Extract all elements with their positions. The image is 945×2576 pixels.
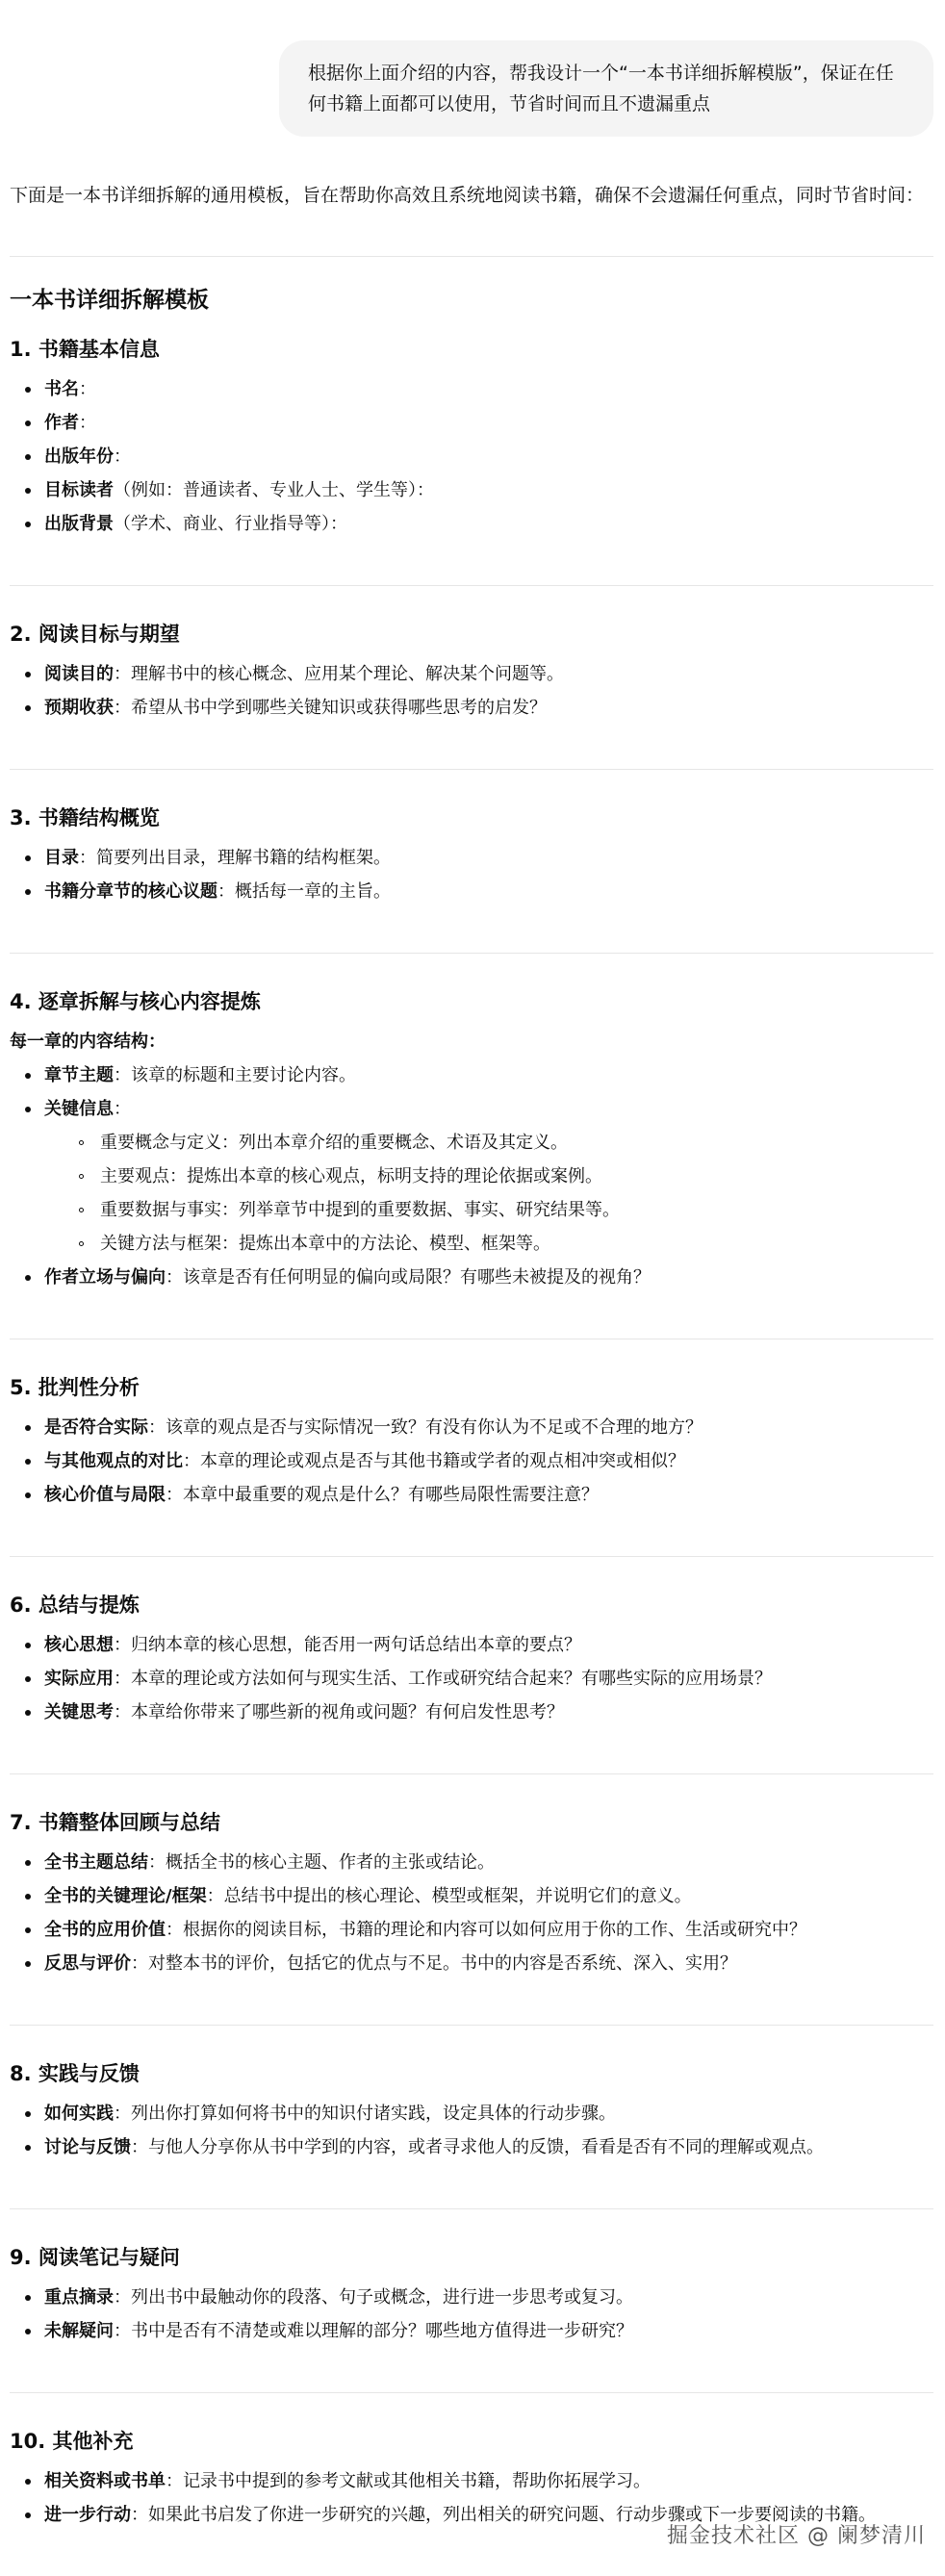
section-subheading: 每一章的内容结构： [10, 1032, 166, 1052]
list-item [10, 875, 933, 908]
item-value: ： [79, 379, 96, 399]
list-item [10, 2314, 933, 2348]
item-value: ：与他人分享你从书中学到的内容，或者寻求他人的反馈，看看是否有不同的理解或观点。 [131, 2137, 824, 2157]
item-key: 全书的应用价值 [44, 1920, 166, 1940]
list-item [10, 691, 933, 725]
item-value: ：理解书中的核心概念、应用某个理论、解决某个问题等。 [114, 664, 564, 684]
list-item [10, 1261, 933, 1294]
item-key: 如何实践 [44, 2104, 114, 2124]
item-value: ：简要列出目录，理解书籍的结构框架。 [79, 848, 391, 868]
item-key: 重点摘录 [44, 2287, 114, 2308]
item-value: ：概括全书的核心主题、作者的主张或结论。 [148, 1852, 495, 1873]
list-item [10, 2130, 933, 2164]
divider [10, 1556, 933, 1557]
list-item [10, 1879, 933, 1913]
list-item [10, 406, 933, 440]
section-title: 6. 总结与提炼 [10, 1594, 140, 1617]
section-title: 9. 阅读笔记与疑问 [10, 2246, 180, 2269]
section-5 [10, 1372, 933, 1512]
item-value: ：列出你打算如何将书中的知识付诸实践，设定具体的行动步骤。 [114, 2104, 616, 2124]
list-item [10, 1444, 933, 1478]
item-key: 章节主题 [44, 1065, 114, 1085]
item-key: 进一步行动 [44, 2505, 131, 2525]
item-value: ： [114, 446, 131, 467]
section-title: 2. 阅读目标与期望 [10, 623, 180, 646]
watermark: 掘金技术社区 @ 阑梦清川 [667, 2524, 926, 2548]
item-value: ：书中是否有不清楚或难以理解的部分？哪些地方值得进一步研究？ [114, 2321, 633, 2341]
divider [10, 585, 933, 586]
item-key: 作者立场与偏向 [44, 1267, 166, 1288]
section-9 [10, 2242, 933, 2348]
list-item [10, 841, 933, 875]
item-value: ：希望从书中学到哪些关键知识或获得哪些思考的启发？ [114, 698, 547, 718]
item-key: 相关资料或书单 [44, 2471, 166, 2491]
list-item [10, 2097, 933, 2130]
divider [10, 1773, 933, 1774]
divider [10, 256, 933, 257]
sub-list-item: 重要数据与事实：列举章节中提到的重要数据、事实、研究结果等。 [60, 1193, 933, 1227]
sub-list-item: 关键方法与框架：提炼出本章中的方法论、模型、框架等。 [60, 1227, 933, 1261]
item-key: 与其他观点的对比 [44, 1451, 183, 1471]
list-item [10, 657, 933, 691]
divider [10, 769, 933, 770]
section-7 [10, 1807, 933, 1980]
item-key: 阅读目的 [44, 664, 114, 684]
sections-container [10, 334, 933, 2532]
section-1 [10, 334, 933, 541]
item-key: 讨论与反馈 [44, 2137, 131, 2157]
list-item [10, 1662, 933, 1696]
list-item [10, 1846, 933, 1879]
item-value: ：本章的理论或观点是否与其他书籍或学者的观点相冲突或相似？ [183, 1451, 685, 1471]
item-key: 全书主题总结 [44, 1852, 148, 1873]
item-value: ：本章给你带来了哪些新的视角或问题？有何启发性思考？ [114, 1702, 564, 1722]
divider [10, 953, 933, 954]
section-2 [10, 619, 933, 725]
item-key: 出版背景 [44, 514, 114, 534]
item-value: ：该章的标题和主要讨论内容。 [114, 1065, 356, 1085]
list-item [10, 1628, 933, 1662]
section-8 [10, 2058, 933, 2164]
list-item [10, 1947, 933, 1980]
item-value: ：本章的理论或方法如何与现实生活、工作或研究结合起来？有哪些实际的应用场景？ [114, 1669, 772, 1689]
section-title: 8. 实践与反馈 [10, 2062, 140, 2085]
reply-intro: 下面是一本书详细拆解的通用模板，旨在帮助你高效且系统地阅读书籍，确保不会遗漏任何重点，同时节省时间： [10, 185, 925, 206]
section-6 [10, 1590, 933, 1729]
assistant-reply [10, 179, 933, 2532]
item-key: 目录 [44, 848, 79, 868]
item-key: 书籍分章节的核心议题 [44, 881, 217, 902]
item-value: ：该章的观点是否与实际情况一致？有没有你认为不足或不合理的地方？ [148, 1417, 702, 1438]
list-item [10, 1913, 933, 1947]
list-item [10, 2281, 933, 2314]
template-title: 一本书详细拆解模板 [10, 288, 209, 313]
item-value: ：对整本书的评价，包括它的优点与不足。书中的内容是否系统、深入、实用？ [131, 1953, 737, 1974]
section-title: 3. 书籍结构概览 [10, 806, 160, 829]
item-key: 核心思想 [44, 1635, 114, 1655]
section-title: 7. 书籍整体回顾与总结 [10, 1811, 220, 1834]
item-key: 出版年份 [44, 446, 114, 467]
list-item [10, 507, 933, 541]
user-message-bubble [279, 40, 933, 137]
item-value: ：记录书中提到的参考文献或其他相关书籍，帮助你拓展学习。 [166, 2471, 651, 2491]
divider [10, 2208, 933, 2209]
divider [10, 2025, 933, 2026]
section-4 [10, 986, 933, 1294]
item-key: 未解疑问 [44, 2321, 114, 2341]
section-3 [10, 803, 933, 908]
item-key: 是否符合实际 [44, 1417, 148, 1438]
item-value: （学术、商业、行业指导等）： [114, 514, 347, 534]
item-key: 反思与评价 [44, 1953, 131, 1974]
section-10 [10, 2426, 933, 2532]
list-item [10, 1478, 933, 1512]
list-item [10, 1696, 933, 1729]
item-value: ：列出书中最触动你的段落、句子或概念，进行进一步思考或复习。 [114, 2287, 633, 2308]
item-value: ： [79, 413, 96, 433]
section-title: 5. 批判性分析 [10, 1376, 140, 1399]
item-value: ： [114, 1099, 131, 1119]
item-value: ：根据你的阅读目标，书籍的理论和内容可以如何应用于你的工作、生活或研究中？ [166, 1920, 806, 1940]
list-item [10, 1411, 933, 1444]
list-item [10, 2464, 933, 2498]
user-message-text: 根据你上面介绍的内容，帮我设计一个“一本书详细拆解模版”，保证在任何书籍上面都可以使用，节省时间而且不遗漏重点 [308, 63, 894, 115]
item-value: ：概括每一章的主旨。 [217, 881, 391, 902]
item-key: 关键信息 [44, 1099, 114, 1119]
list-item [10, 440, 933, 473]
divider [10, 2392, 933, 2393]
list-item [10, 1092, 933, 1126]
item-key: 目标读者 [44, 480, 114, 500]
item-key: 关键思考 [44, 1702, 114, 1722]
item-key: 实际应用 [44, 1669, 114, 1689]
item-value: ：如果此书启发了你进一步研究的兴趣，列出相关的研究问题、行动步骤或下一步要阅读的书籍。 [131, 2505, 876, 2525]
item-key: 作者 [44, 413, 79, 433]
item-key: 书名 [44, 379, 79, 399]
item-value: ：该章是否有任何明显的偏向或局限？有哪些未被提及的视角？ [166, 1267, 651, 1288]
item-value: ：归纳本章的核心思想，能否用一两句话总结出本章的要点？ [114, 1635, 581, 1655]
list-item [10, 473, 933, 507]
item-key: 预期收获 [44, 698, 114, 718]
sub-list-item: 主要观点：提炼出本章的核心观点，标明支持的理论依据或案例。 [60, 1160, 933, 1193]
item-key: 全书的关键理论/框架 [44, 1886, 207, 1906]
sub-list-item: 重要概念与定义：列出本章介绍的重要概念、术语及其定义。 [60, 1126, 933, 1160]
section-title: 10. 其他补充 [10, 2430, 134, 2453]
item-key: 核心价值与局限 [44, 1485, 166, 1505]
list-item [10, 1058, 933, 1092]
list-item [10, 372, 933, 406]
item-value: （例如：普通读者、专业人士、学生等）： [114, 480, 434, 500]
section-title: 1. 书籍基本信息 [10, 338, 160, 361]
section-title: 4. 逐章拆解与核心内容提炼 [10, 990, 261, 1013]
item-value: ：本章中最重要的观点是什么？有哪些局限性需要注意？ [166, 1485, 599, 1505]
item-value: ：总结书中提出的核心理论、模型或框架，并说明它们的意义。 [206, 1886, 692, 1906]
